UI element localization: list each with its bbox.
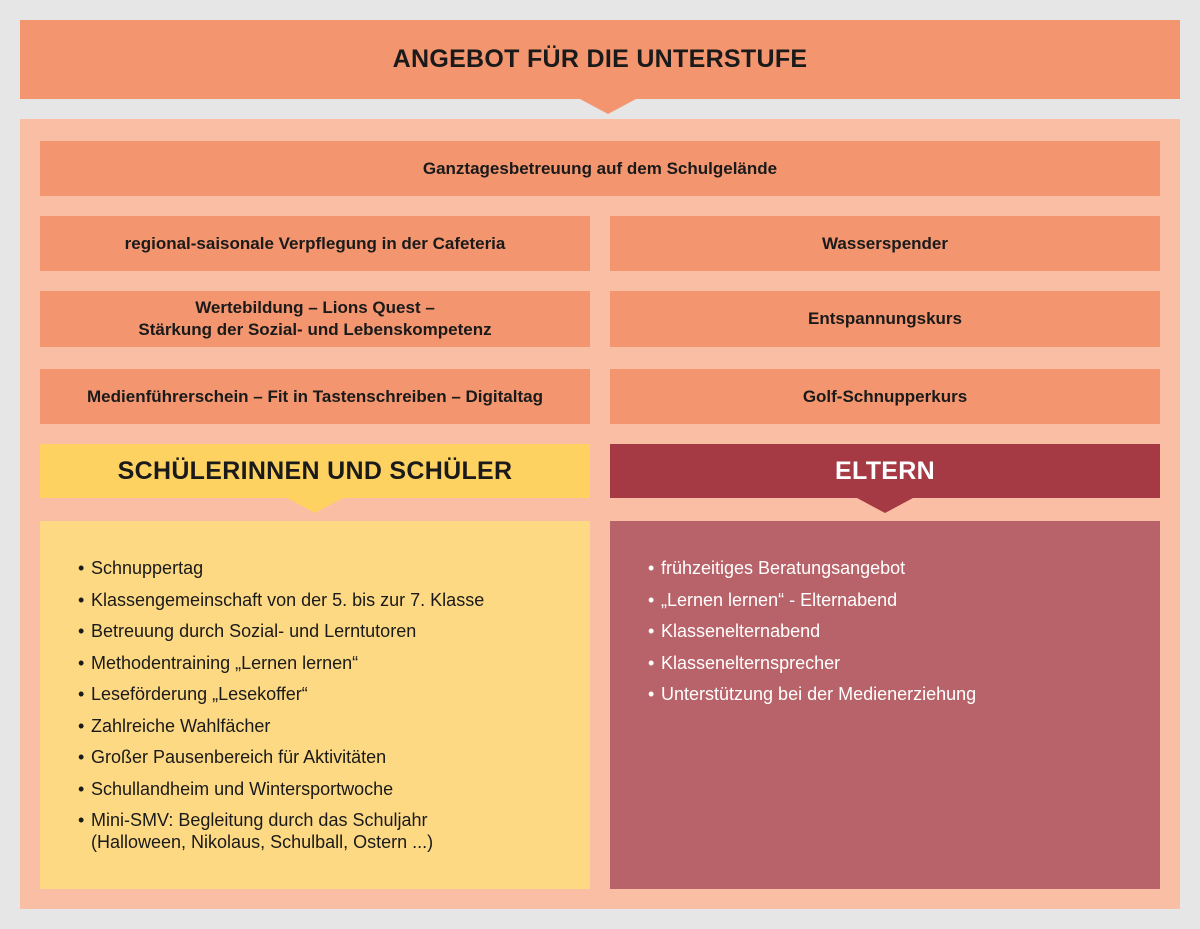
- offer-media: [40, 369, 590, 424]
- list-item: • Methodentraining „Lernen lernen“: [78, 652, 359, 673]
- list-item: • frühzeitiges Beratungsangebot: [648, 558, 906, 578]
- list-item: • „Lernen lernen“ - Elternabend: [648, 589, 898, 610]
- list-item: • Unterstützung bei der Medienerziehung: [648, 684, 977, 704]
- offer-relaxation: [610, 291, 1160, 347]
- bullet-icon: •: [78, 810, 85, 830]
- offer-values: [40, 291, 590, 347]
- offer-values-line1: Wertebildung – Lions Quest –: [195, 298, 435, 317]
- bullet-icon: •: [648, 652, 655, 673]
- offer-water-label: Wasserspender: [822, 233, 948, 253]
- list-item: • Zahlreiche Wahlfächer: [78, 715, 271, 736]
- parents-heading-label: ELTERN: [835, 456, 935, 485]
- header-arrow-pointer: [580, 99, 636, 114]
- list-item: • Mini-SMV: Begleitung durch das Schuljahr (Halloween, Nikolaus, Schulball, Ostern ...): [78, 810, 434, 852]
- bullet-icon: •: [648, 589, 655, 610]
- students-heading-label: SCHÜLERINNEN UND SCHÜLER: [117, 456, 513, 485]
- list-item: • Klassengemeinschaft von der 5. bis zur 7. Klasse: [78, 589, 485, 610]
- bullet-icon: •: [78, 652, 85, 673]
- offer-catering: [40, 216, 590, 271]
- list-item: • Schnuppertag: [78, 558, 204, 578]
- page-title: ANGEBOT FÜR DIE UNTERSTUFE: [20, 20, 1180, 99]
- bullet-icon: •: [78, 684, 85, 704]
- offer-full-day-label: Ganztagesbetreuung auf dem Schulgelände: [422, 158, 778, 178]
- offer-golf-label: Golf-Schnupperkurs: [802, 386, 968, 406]
- parents-arrow-pointer: [857, 498, 913, 513]
- offer-relaxation-label: Entspannungskurs: [808, 309, 962, 328]
- offer-catering-label: regional-saisonale Verpflegung in der Cafeteria: [124, 233, 506, 253]
- bullet-icon: •: [78, 621, 85, 641]
- list-item: • Leseförderung „Lesekoffer“: [78, 684, 308, 704]
- offer-golf: [610, 369, 1160, 424]
- bullet-icon: •: [78, 715, 85, 736]
- list-item: • Betreuung durch Sozial- und Lerntutoren: [78, 621, 417, 641]
- offer-values-line2: Stärkung der Sozial- und Lebenskompetenz: [138, 320, 492, 339]
- bullet-icon: •: [648, 621, 655, 641]
- list-item: • Großer Pausenbereich für Aktivitäten: [78, 747, 387, 767]
- students-arrow-pointer: [287, 498, 343, 513]
- parents-heading: [610, 444, 1160, 498]
- bullet-icon: •: [78, 747, 85, 767]
- bullet-icon: •: [648, 684, 655, 704]
- parents-panel: [610, 521, 1160, 889]
- list-item: • Klassenelternabend: [648, 621, 821, 641]
- bullet-icon: •: [78, 778, 85, 799]
- offer-water: [610, 216, 1160, 271]
- bullet-icon: •: [648, 558, 655, 578]
- parents-list: [648, 557, 1128, 715]
- bullet-icon: •: [78, 589, 85, 610]
- list-item: • Schullandheim und Wintersportwoche: [78, 778, 394, 799]
- students-list: [78, 557, 558, 863]
- bullet-icon: •: [78, 558, 85, 578]
- list-item: • Klassenelternsprecher: [648, 652, 841, 673]
- offer-media-label: Medienführerschein – Fit in Tastenschreiben – Digitaltag: [87, 386, 543, 406]
- students-panel: [40, 521, 590, 889]
- students-heading: [40, 444, 590, 498]
- offer-full-day: [40, 141, 1160, 196]
